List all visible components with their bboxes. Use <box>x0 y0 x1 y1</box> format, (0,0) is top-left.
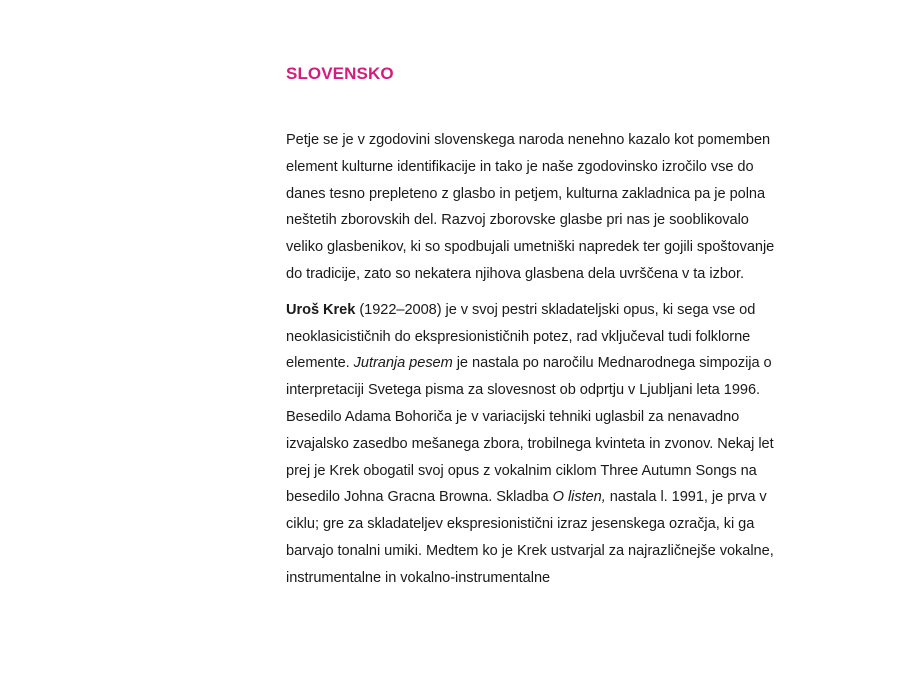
composer-paragraph <box>286 297 778 592</box>
body-text <box>286 127 778 601</box>
composer-name: Uroš Krek <box>286 301 356 318</box>
work-title: O listen, <box>552 489 606 506</box>
paragraph-text: nastala l. 1991, je prva v ciklu; gre za skladateljev ekspresionistični izraz jesenskega ozračja, ki ga barvajo tonalni umiki. Medtem ko je Krek ustvarjal za najrazličnejše vokalne, instrumentalne in vokalno-instrumentalne <box>286 489 774 586</box>
paragraph-text: je nastala po naročilu Mednarodnega simpozija o interpretaciji Svetega pisma za slovesnost ob odprtju v Ljubljani leta 1996. Besedilo Adama Bohoriča je v variacijski tehniki uglasbil za nenavadno izvajalsko zasedbo mešanega zbora, trobilnega kvinteta in zvonov. Nekaj let prej je Krek obogatil svoj opus z vokalnim ciklom Three Autumn Songs na besedilo Johna Gracna Browna. Skladba <box>286 355 774 506</box>
intro-paragraph: Petje se je v zgodovini slovenskega naroda nenehno kazalo kot pomemben element kulturne identifikacije in tako je naše zgodovinsko izročilo vse do danes tesno prepleteno z glasbo in petjem, kulturna zakladnica pa je polna neštetih zborovskih del. Razvoj zborovske glasbe pri nas je sooblikovalo veliko glasbenikov, ki so spodbujali umetniški napredek ter gojili spoštovanje do tradicije, zato so nekatera njihova glasbena dela uvrščena v ta izbor. <box>286 132 775 282</box>
work-title: Jutranja pesem <box>353 355 453 372</box>
section-heading: SLOVENSKO <box>286 64 394 83</box>
paragraph-text: (1922–2008) je v svoj pestri skladateljski opus, ki sega vse od neoklasicističnih do ekspresionističnih potez, rad vključeval tudi folklorne elemente. <box>286 301 756 372</box>
